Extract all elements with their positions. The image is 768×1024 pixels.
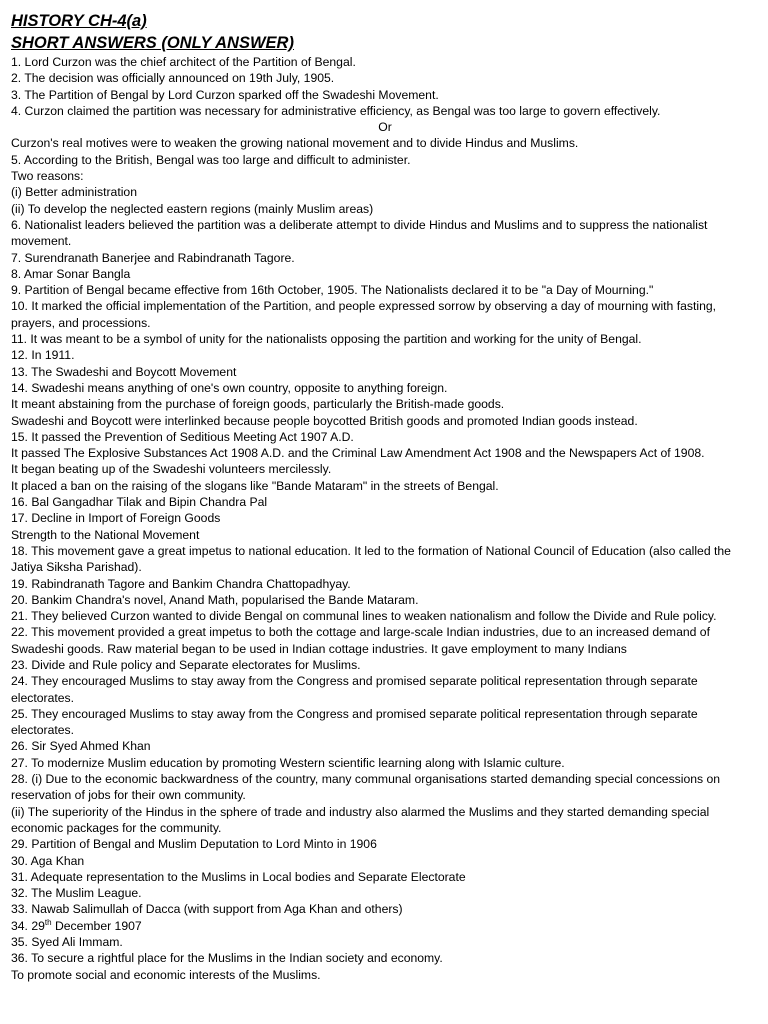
answer-line: 22. This movement provided a great impetus to both the cottage and large-scale Indian industries, due to an increased demand of Swadeshi goods. Raw material began to be used in Indian cottage industries. It gave employment to many Indians	[11, 625, 710, 656]
document-subtitle: SHORT ANSWERS (ONLY ANSWER)	[11, 34, 294, 52]
answer-line: (ii) The superiority of the Hindus in the sphere of trade and industry also alarmed the Muslims and they started demanding special economic packages for the community.	[11, 804, 710, 835]
answer-line: It meant abstaining from the purchase of foreign goods, particularly the British-made goods.	[11, 397, 505, 412]
answer-line: 33. Nawab Salimullah of Dacca (with support from Aga Khan and others)	[11, 902, 403, 917]
answer-line: 32. The Muslim League.	[11, 886, 142, 901]
answer-line: 20. Bankim Chandra's novel, Anand Math, popularised the Bande Mataram.	[11, 592, 419, 607]
answer-line: 9. Partition of Bengal became effective from 16th October, 1905. The Nationalists declared it to be "a Day of Mourning."	[11, 283, 654, 298]
answer-line: 25. They encouraged Muslims to stay away from the Congress and promised separate political representation through separate electorates.	[11, 706, 698, 738]
answer-34-suffix: December 1907	[51, 918, 142, 933]
answer-line: Strength to the National Movement	[11, 527, 200, 542]
answer-line: 31. Adequate representation to the Muslims in Local bodies and Separate Electorate	[11, 869, 466, 884]
answer-line: 4. Curzon claimed the partition was necessary for administrative efficiency, as Bengal was too large to govern effectively.	[11, 103, 661, 118]
answer-line: 6. Nationalist leaders believed the partition was a deliberate attempt to divide Hindus and Muslims and to suppress the nationalist movement.	[11, 217, 708, 249]
answer-line: 29. Partition of Bengal and Muslim Deputation to Lord Minto in 1906	[11, 837, 377, 852]
answer-line: 13. The Swadeshi and Boycott Movement	[11, 364, 237, 379]
answer-line: 3. The Partition of Bengal by Lord Curzon sparked off the Swadeshi Movement.	[11, 87, 439, 102]
answers-list	[11, 54, 759, 983]
answer-34-superscript: th	[44, 917, 52, 927]
answer-line: (ii) To develop the neglected eastern regions (mainly Muslim areas)	[11, 201, 374, 216]
answer-line: 35. Syed Ali Immam.	[11, 935, 123, 950]
answer-line: 8. Amar Sonar Bangla	[11, 266, 131, 281]
answer-line: Two reasons:	[11, 169, 84, 184]
answer-line: 24. They encouraged Muslims to stay away from the Congress and promised separate political representation through separate electorates.	[11, 674, 698, 705]
answer-line: 16. Bal Gangadhar Tilak and Bipin Chandra Pal	[11, 495, 268, 510]
answer-line	[11, 918, 759, 934]
answer-line: 5. According to the British, Bengal was too large and difficult to administer.	[11, 152, 411, 167]
answer-line: 14. Swadeshi means anything of one's own country, opposite to anything foreign.	[11, 380, 448, 395]
answer-line: 11. It was meant to be a symbol of unity for the nationalists opposing the partition and working for the unity of Bengal.	[11, 332, 642, 347]
answer-line: 36. To secure a rightful place for the Muslims in the Indian society and economy.	[11, 951, 443, 966]
answer-line: Curzon's real motives were to weaken the growing national movement and to divide Hindus and Muslims.	[11, 136, 579, 151]
answer-line: 26. Sir Syed Ahmed Khan	[11, 739, 151, 754]
answer-line: 27. To modernize Muslim education by promoting Western scientific learning along with Islamic culture.	[11, 755, 565, 770]
answer-line: It began beating up of the Swadeshi volunteers mercilessly.	[11, 462, 332, 477]
answer-line: 7. Surendranath Banerjee and Rabindranath Tagore.	[11, 250, 295, 265]
answer-line: 15. It passed the Prevention of Seditious Meeting Act 1907 A.D.	[11, 429, 354, 444]
answer-line: 18. This movement gave a great impetus to national education. It led to the formation of National Council of Education (also called the Jatiya Siksha Parishad).	[11, 543, 731, 575]
answer-line: 30. Aga Khan	[11, 853, 85, 868]
answer-line: 2. The decision was officially announced on 19th July, 1905.	[11, 71, 335, 86]
answer-line: Swadeshi and Boycott were interlinked because people boycotted British goods and promoted Indian goods instead.	[11, 413, 638, 428]
answer-line: 10. It marked the official implementation of the Partition, and people expressed sorrow by observing a day of mourning with fasting, prayers, and processions.	[11, 299, 717, 330]
answer-line: 19. Rabindranath Tagore and Bankim Chandra Chattopadhyay.	[11, 576, 351, 591]
answer-or-separator: Or	[378, 120, 392, 135]
answer-line: (i) Better administration	[11, 185, 137, 200]
answer-34-prefix: 34. 29	[11, 918, 45, 933]
answer-line: 23. Divide and Rule policy and Separate electorates for Muslims.	[11, 657, 361, 672]
answer-line: It placed a ban on the raising of the slogans like "Bande Mataram" in the streets of Bengal.	[11, 478, 499, 493]
answer-line: 17. Decline in Import of Foreign Goods	[11, 511, 221, 526]
answer-line: 21. They believed Curzon wanted to divide Bengal on communal lines to weaken nationalism and follow the Divide and Rule policy.	[11, 609, 717, 624]
answer-line: To promote social and economic interests of the Muslims.	[11, 967, 321, 982]
answer-line: It passed The Explosive Substances Act 1908 A.D. and the Criminal Law Amendment Act 1908 and the Newspapers Act of 1908.	[11, 446, 705, 461]
answer-line: 28. (i) Due to the economic backwardness of the country, many communal organisations started demanding special concessions on reservation of jobs for their own community.	[11, 772, 721, 803]
document-title: HISTORY CH-4(a)	[11, 12, 147, 30]
answer-line: 1. Lord Curzon was the chief architect of the Partition of Bengal.	[11, 55, 356, 69]
answer-line: 12. In 1911.	[11, 348, 75, 363]
